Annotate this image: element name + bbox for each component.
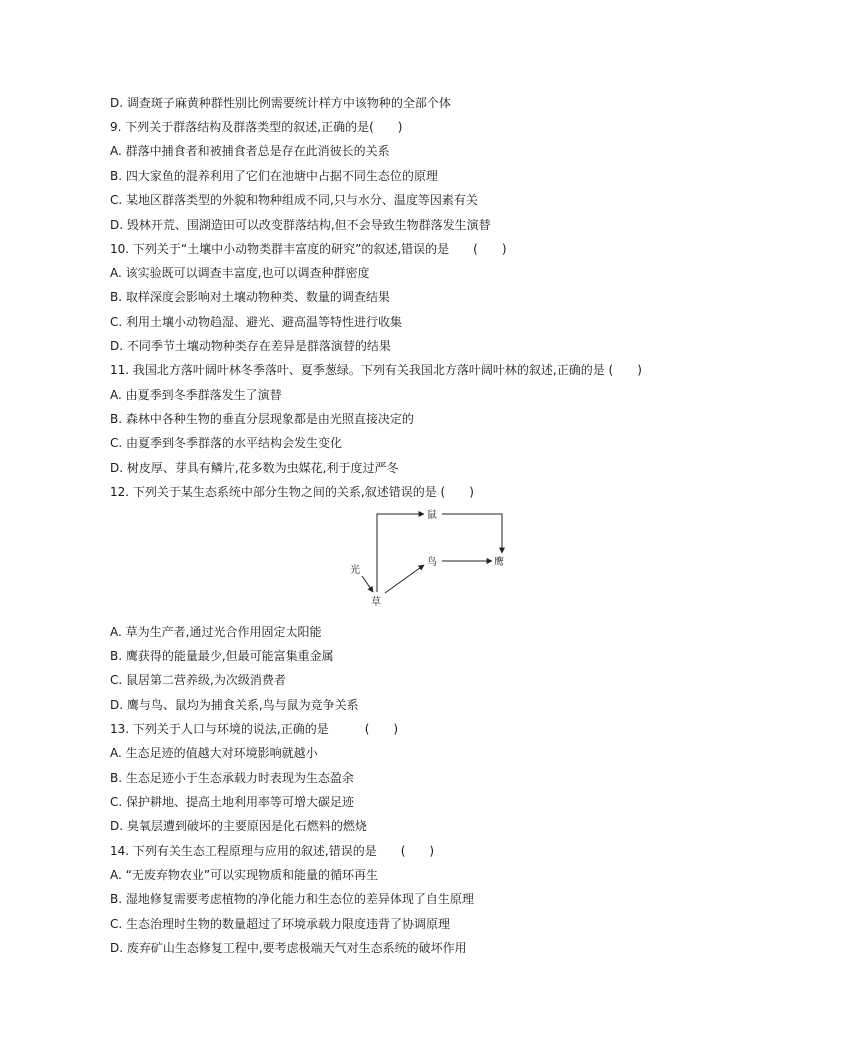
q14-option-a: A. “无废弃物农业”可以实现物质和能量的循环再生 [110, 868, 379, 882]
q9-option-a: A. 群落中捕食者和被捕食者总是存在此消彼长的关系 [110, 144, 390, 158]
q9-option-c: C. 某地区群落类型的外貌和物种组成不同,只与水分、温度等因素有关 [110, 193, 478, 207]
q10-stem: 10. 下列关于“土壤中小动物类群丰富度的研究”的叙述,错误的是 ( ) [110, 242, 507, 256]
arrow-cao-to-shu [377, 514, 424, 592]
q11-option-a: A. 由夏季到冬季群落发生了演替 [110, 388, 282, 402]
q14-option-c: C. 生态治理时生物的数量超过了环境承载力限度违背了协调原理 [110, 917, 451, 931]
arrow-shu-to-ying [442, 514, 502, 553]
q11-option-b: B. 森林中各种生物的垂直分层现象都是由光照直接决定的 [110, 412, 414, 426]
node-shu: 鼠 [427, 510, 437, 521]
q13-option-b: B. 生态足迹小于生态承载力时表现为生态盈余 [110, 771, 354, 785]
q10-option-c: C. 利用土壤小动物趋湿、避光、避高温等特性进行收集 [110, 315, 403, 329]
node-guang: 光 [350, 565, 360, 576]
q13-option-d: D. 臭氧层遭到破坏的主要原因是化石燃料的燃烧 [110, 819, 367, 833]
node-ying: 鹰 [494, 557, 504, 568]
q11-stem: 11. 我国北方落叶阔叶林冬季落叶、夏季葱绿。下列有关我国北方落叶阔叶林的叙述,正确的是 ( ) [110, 363, 642, 377]
food-web-diagram [340, 505, 520, 610]
q10-option-a: A. 该实验既可以调查丰富度,也可以调查种群密度 [110, 266, 370, 280]
q14-stem: 14. 下列有关生态工程原理与应用的叙述,错误的是 ( ) [110, 844, 435, 858]
q10-option-b: B. 取样深度会影响对土壤动物种类、数量的调查结果 [110, 290, 390, 304]
q12-option-a: A. 草为生产者,通过光合作用固定太阳能 [110, 625, 322, 639]
q12-option-b: B. 鹰获得的能量最少,但最可能富集重金属 [110, 649, 334, 663]
node-cao: 草 [371, 597, 381, 608]
q12-option-d: D. 鹰与鸟、鼠均为捕食关系,鸟与鼠为竞争关系 [110, 698, 359, 712]
q9-option-d: D. 毁林开荒、围湖造田可以改变群落结构,但不会导致生物群落发生演替 [110, 218, 491, 232]
q12-option-c: C. 鼠居第二营养级,为次级消费者 [110, 673, 286, 687]
q11-option-d: D. 树皮厚、芽具有鳞片,花多数为虫媒花,利于度过严冬 [110, 461, 399, 475]
q13-option-c: C. 保护耕地、提高土地利用率等可增大碳足迹 [110, 795, 355, 809]
q8-option-d: D. 调查斑子麻黄种群性别比例需要统计样方中该物种的全部个体 [110, 96, 451, 110]
q9-option-b: B. 四大家鱼的混养利用了它们在池塘中占据不同生态位的原理 [110, 169, 438, 183]
q10-option-d: D. 不同季节土壤动物种类存在差异是群落演替的结果 [110, 339, 391, 353]
arrow-guang-to-cao [362, 576, 373, 592]
q13-option-a: A. 生态足迹的值越大对环境影响就越小 [110, 746, 318, 760]
node-niao: 鸟 [427, 557, 437, 568]
q14-option-d: D. 废弃矿山生态修复工程中,要考虑极端天气对生态系统的破坏作用 [110, 941, 467, 955]
q9-stem: 9. 下列关于群落结构及群落类型的叙述,正确的是( ) [110, 120, 403, 134]
q13-stem: 13. 下列关于人口与环境的说法,正确的是 ( ) [110, 722, 399, 736]
q12-stem: 12. 下列关于某生态系统中部分生物之间的关系,叙述错误的是 ( ) [110, 485, 474, 499]
q14-option-b: B. 湿地修复需要考虑植物的净化能力和生态位的差异体现了自生原理 [110, 892, 474, 906]
q11-option-c: C. 由夏季到冬季群落的水平结构会发生变化 [110, 436, 343, 450]
arrow-cao-to-niao [385, 565, 424, 593]
